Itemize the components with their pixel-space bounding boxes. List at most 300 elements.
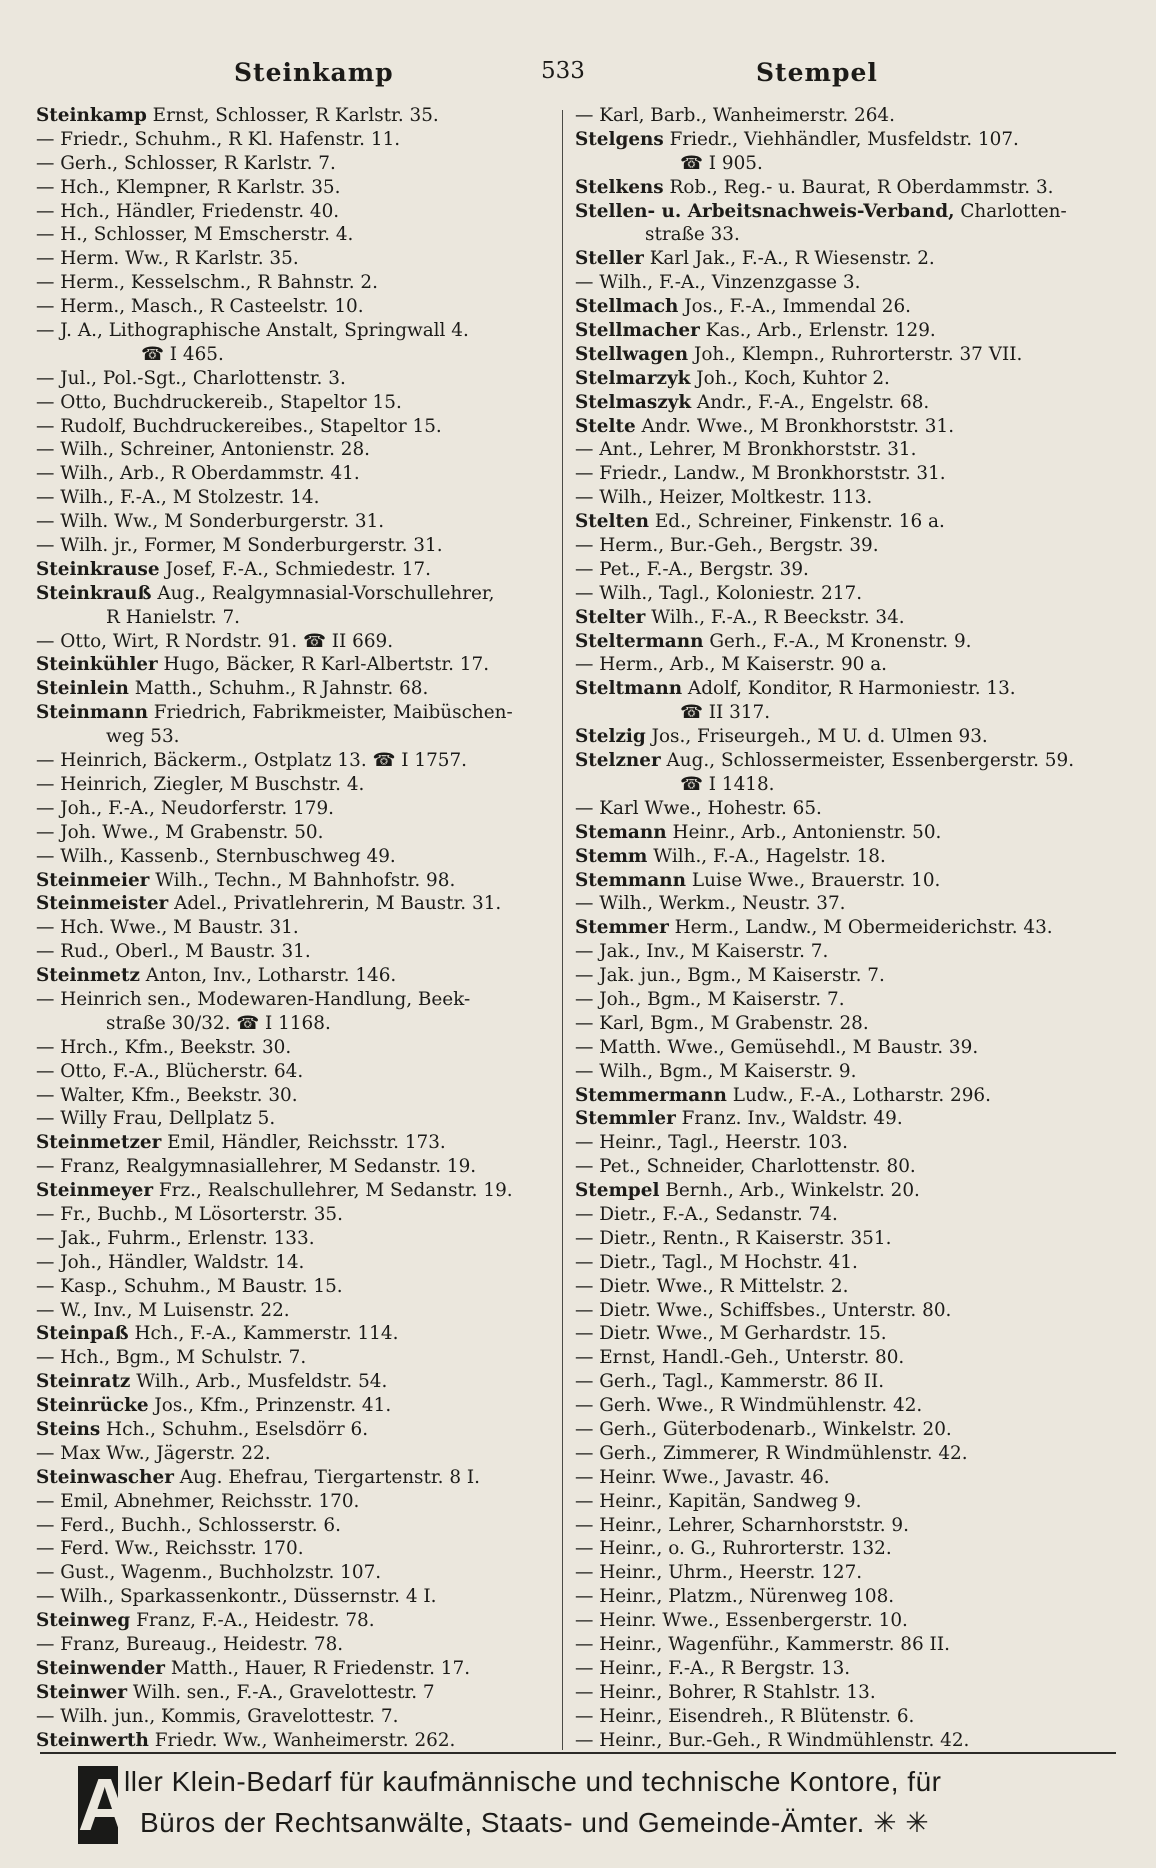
entry-surname: Steinwerth [36,1729,149,1751]
entry-text: — Gerh., Zimmerer, R Windmühlenstr. 42. [575,1442,968,1464]
directory-entry [36,558,548,582]
directory-entry [36,725,548,749]
entry-surname: Stelten [575,511,650,533]
entry-text: — Friedr., Schuhm., R Kl. Hafenstr. 11. [36,128,401,150]
entry-text: — Dietr., Rentn., R Kaiserstr. 351. [575,1227,892,1249]
entry-text: — Pet., Schneider, Charlottenstr. 80. [575,1156,916,1178]
directory-entry [36,1036,548,1060]
entry-text: — Gerh., Tagl., Kammerstr. 86 II. [575,1371,885,1393]
entry-surname: Steinlein [36,678,129,700]
entry-text: — Wilh., Bgm., M Kaiserstr. 9. [575,1060,857,1082]
directory-entry [36,1322,548,1346]
directory-entry [36,916,548,940]
entry-text: — Hrch., Kfm., Beekstr. 30. [36,1036,292,1058]
directory-entry [36,200,548,224]
directory-entry [575,176,1115,200]
directory-entry [36,152,548,176]
entry-surname: Steinrücke [36,1395,149,1417]
entry-surname: Steinweg [36,1610,131,1632]
entry-text: — Herm. Ww., R Karlstr. 35. [36,248,299,270]
directory-entry [575,701,1115,725]
entry-text: Jos., Friseurgeh., M U. d. Ulmen 93. [645,726,988,748]
directory-entry [575,486,1115,510]
directory-entry [36,1633,548,1657]
entry-text: — Jak., Fuhrm., Erlenstr. 133. [36,1227,315,1249]
directory-entry [36,128,548,152]
entry-text: — Max Ww., Jägerstr. 22. [36,1442,271,1464]
entry-text: Bernh., Arb., Winkelstr. 20. [659,1180,920,1202]
entry-text: — Wilh., F.-A., Vinzenzgasse 3. [575,272,861,294]
entry-surname: Stellmacher [575,320,700,342]
directory-entry [36,1227,548,1251]
directory-entry [575,1275,1115,1299]
entry-text: ☎ I 1418. [680,773,775,795]
entry-text: — Heinr., Platzm., Nürenweg 108. [575,1586,895,1608]
directory-entry [36,1609,548,1633]
directory-entry [575,128,1115,152]
entry-text: Hch., F.-A., Kammerstr. 114. [128,1323,399,1345]
entry-surname: Steinmann [36,702,148,724]
directory-entry [36,1514,548,1538]
directory-entry [36,438,548,462]
entry-surname: Stellmach [575,296,679,318]
entry-surname: Steinmetz [36,965,140,987]
directory-entry [36,1107,548,1131]
directory-entry [575,1418,1115,1442]
entry-text: Andr. Wwe., M Bronkhorststr. 31. [635,415,955,437]
entry-text: — Willy Frau, Dellplatz 5. [36,1108,276,1130]
entry-text: — Heinr., o. G., Ruhrorterstr. 132. [575,1538,892,1560]
directory-entry [36,486,548,510]
entry-text: Herm., Landw., M Obermeiderichstr. 43. [668,917,1053,939]
entry-text: Wilh., F.-A., Hagelstr. 18. [647,845,886,867]
left-column [36,104,548,1752]
directory-entry [575,964,1115,988]
directory-entry [575,367,1115,391]
entry-text: Wilh., Techn., M Bahnhofstr. 98. [149,869,456,891]
directory-entry [36,988,548,1012]
entry-text: — W., Inv., M Luisenstr. 22. [36,1299,290,1321]
directory-entry [575,1442,1115,1466]
entry-surname: Steller [575,248,644,270]
entry-text: — Heinr. Wwe., Javastr. 46. [575,1466,830,1488]
advertisement [40,1762,1116,1852]
directory-entry [36,343,548,367]
entry-text: Karl Jak., F.-A., R Wiesenstr. 2. [643,248,935,270]
directory-entry [575,271,1115,295]
directory-entry [575,869,1115,893]
directory-entry [575,845,1115,869]
directory-entry [575,1060,1115,1084]
directory-entry [575,415,1115,439]
directory-entry [575,534,1115,558]
directory-entry [575,677,1115,701]
directory-entry [575,343,1115,367]
directory-entry [36,677,548,701]
entry-text: — Heinrich, Bäckerm., Ostplatz 13. ☎ I 1757. [36,750,468,772]
entry-text: Aug., Realgymnasial-Vorschullehrer, [151,582,495,604]
directory-entry [575,582,1115,606]
directory-entry [36,653,548,677]
entry-text: — Friedr., Landw., M Bronkhorststr. 31. [575,463,946,485]
directory-entry [36,176,548,200]
entry-text: — Heinr., F.-A., R Bergstr. 13. [575,1657,851,1679]
directory-entry [575,1346,1115,1370]
entry-text: Hugo, Bäcker, R Karl-Albertstr. 17. [157,654,490,676]
directory-entry [36,1060,548,1084]
entry-text: — Rud., Oberl., M Baustr. 31. [36,941,311,963]
advert-line-1: ller Klein-Bedarf für kaufmännische und technische Kontore, für [124,1766,942,1797]
directory-entry [36,845,548,869]
directory-entry [36,415,548,439]
entry-text: Aug. Ehefrau, Tiergartenstr. 8 I. [173,1466,481,1488]
entry-text: — Otto, F.-A., Blücherstr. 64. [36,1060,304,1082]
entry-text: — Karl Wwe., Hohestr. 65. [575,797,822,819]
directory-entry [36,1537,548,1561]
directory-entry [575,988,1115,1012]
directory-entry [36,797,548,821]
entry-surname: Stelzig [575,726,646,748]
directory-entry [36,749,548,773]
directory-entry [36,964,548,988]
entry-surname: Stemmler [575,1108,676,1130]
entry-text: — Jul., Pol.-Sgt., Charlottenstr. 3. [36,367,346,389]
entry-surname: Stellen- u. Arbeitsnachweis-Verband, [575,200,955,222]
directory-entry [575,1299,1115,1323]
entry-text: — Wilh. jr., Former, M Sonderburgerstr. 31. [36,535,443,557]
directory-entry [36,869,548,893]
entry-text: Charlotten- [954,200,1067,222]
directory-entry [36,1585,548,1609]
directory-entry [575,1561,1115,1585]
entry-surname: Stelgens [575,128,664,150]
entry-text: — Otto, Buchdruckereib., Stapeltor 15. [36,391,402,413]
entry-text: — Wilh., F.-A., M Stolzestr. 14. [36,487,320,509]
directory-entry [575,510,1115,534]
directory-entry [36,1490,548,1514]
entry-surname: Stelkens [575,176,664,198]
directory-entry [575,223,1115,247]
entry-text: — Heinr., Bohrer, R Stahlstr. 13. [575,1681,876,1703]
directory-entry [575,319,1115,343]
directory-entry [575,1466,1115,1490]
entry-text: Matth., Schuhm., R Jahnstr. 68. [128,678,429,700]
page-header [36,52,1120,92]
directory-entry [36,104,548,128]
directory-entry [575,1370,1115,1394]
directory-entry [575,462,1115,486]
entry-text: — Ferd., Buchh., Schlosserstr. 6. [36,1514,341,1536]
entry-text: Joh., Klempn., Ruhrorterstr. 37 VII. [688,343,1023,365]
directory-entry [36,1346,548,1370]
directory-entry [36,462,548,486]
entry-surname: Stelmaszyk [575,391,692,413]
entry-text: Ed., Schreiner, Finkenstr. 16 a. [649,511,945,533]
entry-text: — Dietr., Tagl., M Hochstr. 41. [575,1251,858,1273]
directory-entry [36,1657,548,1681]
directory-entry [575,940,1115,964]
directory-entry [36,1705,548,1729]
entry-text: — Heinr., Lehrer, Scharnhorststr. 9. [575,1514,909,1536]
entry-text: R Hanielstr. 7. [106,606,241,628]
directory-entry [575,1729,1115,1753]
entry-surname: Steltmann [575,678,683,700]
directory-entry [575,247,1115,271]
directory-entry [36,1442,548,1466]
directory-entry [36,582,548,606]
entry-text: — Emil, Abnehmer, Reichsstr. 170. [36,1490,360,1512]
entry-surname: Steinmetzer [36,1132,162,1154]
entry-text: — Heinrich sen., Modewaren-Handlung, Beek- [36,988,471,1010]
directory-entry [36,295,548,319]
directory-entry [36,701,548,725]
entry-text: — Pet., F.-A., Bergstr. 39. [575,558,809,580]
directory-entry [36,367,548,391]
entry-text: — Wilh., Kassenb., Sternbuschweg 49. [36,845,396,867]
entry-text: — Wilh., Heizer, Moltkestr. 113. [575,487,873,509]
entry-surname: Steinratz [36,1371,131,1393]
entry-text: Gerh., F.-A., M Kronenstr. 9. [703,630,972,652]
entry-text: Friedr. Ww., Wanheimerstr. 262. [148,1729,456,1751]
entry-text: Heinr., Arb., Antonienstr. 50. [666,821,942,843]
column-divider [562,110,563,1750]
directory-entry [575,1322,1115,1346]
entry-text: Aug., Schlossermeister, Essenbergerstr. 59. [660,750,1075,772]
directory-entry [575,104,1115,128]
entry-text: — Hch., Bgm., M Schulstr. 7. [36,1347,307,1369]
entry-text: — Jak. jun., Bgm., M Kaiserstr. 7. [575,965,885,987]
directory-entry [36,1681,548,1705]
directory-entry [36,1561,548,1585]
entry-text: Andr., F.-A., Engelstr. 68. [691,391,930,413]
directory-entry [575,797,1115,821]
directory-entry [36,1418,548,1442]
entry-text: — Heinr., Wagenführ., Kammerstr. 86 II. [575,1634,950,1655]
entry-text: ☎ II 317. [680,702,771,724]
entry-text: — Heinr., Bur.-Geh., R Windmühlenstr. 42. [575,1729,970,1751]
entry-surname: Stemmann [575,869,687,891]
entry-surname: Steltermann [575,630,704,652]
entry-text: Kas., Arb., Erlenstr. 129. [699,320,936,342]
directory-entry [575,1633,1115,1657]
entry-text: Jos., F.-A., Immendal 26. [678,296,912,318]
directory-entry [36,773,548,797]
directory-entry [575,1012,1115,1036]
entry-text: Franz. Inv., Waldstr. 49. [675,1108,903,1130]
entry-text: — Franz, Realgymnasiallehrer, M Sedanstr. 19. [36,1156,477,1178]
entry-text: — Ernst, Handl.-Geh., Unterstr. 80. [575,1347,905,1369]
entry-text: Wilh. sen., F.-A., Gravelottestr. 7 [127,1681,435,1703]
directory-entry [36,1012,548,1036]
entry-surname: Stemm [575,845,648,867]
entry-surname: Steinmeier [36,869,150,891]
directory-entry [36,1729,548,1753]
directory-entry [36,534,548,558]
directory-entry [575,1107,1115,1131]
page-number: 533 [541,58,585,84]
entry-text: — Franz, Bureaug., Heidestr. 78. [36,1634,344,1655]
entry-surname: Stemann [575,821,667,843]
entry-text: Franz, F.-A., Heidestr. 78. [130,1610,375,1632]
directory-entry [36,1370,548,1394]
entry-surname: Stemmer [575,917,669,939]
entry-surname: Steinwender [36,1657,165,1679]
entry-text: — Otto, Wirt, R Nordstr. 91. ☎ II 669. [36,630,394,652]
entry-text: — H., Schlosser, M Emscherstr. 4. [36,224,354,246]
entry-text: — Hch. Wwe., M Baustr. 31. [36,917,299,939]
entry-text: — Joh., Händler, Waldstr. 14. [36,1251,305,1273]
entry-text: — Dietr. Wwe., M Gerhardstr. 15. [575,1323,887,1345]
directory-entry [575,1537,1115,1561]
directory-entry [36,1084,548,1108]
entry-text: Wilh., F.-A., R Beeckstr. 34. [645,606,905,628]
entry-text: — J. A., Lithographische Anstalt, Springwall 4. [36,320,469,342]
entry-text: — Ferd. Ww., Reichsstr. 170. [36,1538,304,1560]
directory-entry [575,1084,1115,1108]
right-column [575,104,1115,1752]
directory-entry [575,1657,1115,1681]
entry-text: — Matth. Wwe., Gemüsehdl., M Baustr. 39. [575,1036,979,1058]
entry-text: — Wilh. jun., Kommis, Gravelottestr. 7. [36,1705,399,1727]
directory-entry [36,821,548,845]
directory-entry [575,606,1115,630]
entry-surname: Stelte [575,415,636,437]
entry-text: Friedrich, Fabrikmeister, Maibüschen- [147,702,513,724]
entry-text: ☎ I 465. [141,343,224,365]
entry-surname: Steinkamp [36,105,147,126]
directory-entry [575,1155,1115,1179]
directory-entry [575,1585,1115,1609]
entry-surname: Stelter [575,606,646,628]
entry-text: — Herm., Masch., R Casteelstr. 10. [36,296,364,318]
directory-entry [36,223,548,247]
entry-text: — Wilh., Sparkassenkontr., Düssernstr. 4 I. [36,1586,437,1608]
entry-text: — Herm., Bur.-Geh., Bergstr. 39. [575,535,879,557]
entry-text: Joh., Koch, Kuhtor 2. [690,367,890,389]
directory-entry [575,1394,1115,1418]
entry-text: Luise Wwe., Brauerstr. 10. [686,869,941,891]
directory-entry [575,1036,1115,1060]
entry-surname: Steinpaß [36,1323,129,1345]
entry-text: weg 53. [106,726,180,748]
entry-text: Matth., Hauer, R Friedenstr. 17. [165,1657,471,1679]
entry-surname: Steinkühler [36,654,158,676]
directory-entry [36,1275,548,1299]
directory-entry [575,1179,1115,1203]
entry-text: — Wilh., Schreiner, Antonienstr. 28. [36,439,371,461]
directory-entry [575,725,1115,749]
directory-entry [575,892,1115,916]
entry-surname: Stelmarzyk [575,367,691,389]
entry-text: — Heinr., Uhrm., Heerstr. 127. [575,1562,863,1584]
directory-entry [36,892,548,916]
entry-text: — Jak., Inv., M Kaiserstr. 7. [575,941,829,963]
entry-text: — Heinr. Wwe., Essenbergerstr. 10. [575,1610,908,1632]
entry-surname: Steins [36,1418,101,1440]
directory-entry [36,630,548,654]
entry-text: — Dietr. Wwe., Schiffsbes., Unterstr. 80. [575,1299,952,1321]
advert-rule [40,1752,1116,1754]
entry-text: Adolf, Konditor, R Harmoniestr. 13. [682,678,1016,700]
directory-entry [36,247,548,271]
entry-text: — Walter, Kfm., Beekstr. 30. [36,1084,298,1106]
directory-entry [575,1609,1115,1633]
entry-text: — Dietr. Wwe., R Mittelstr. 2. [575,1275,849,1297]
directory-entry [36,319,548,343]
directory-entry [36,271,548,295]
entry-text: Rob., Reg.- u. Baurat, R Oberdammstr. 3. [663,176,1054,198]
directory-entry [575,1490,1115,1514]
entry-text: — Ant., Lehrer, M Bronkhorststr. 31. [575,439,917,461]
directory-entry [575,558,1115,582]
entry-text: straße 30/32. ☎ I 1168. [106,1012,331,1034]
entry-text: Ernst, Schlosser, R Karlstr. 35. [146,105,439,126]
advert-line-2: Büros der Rechtsanwälte, Staats- und Gemeinde-Ämter. ✳ ✳ [140,1807,930,1838]
entry-text: — Kasp., Schuhm., M Baustr. 15. [36,1275,343,1297]
entry-text: — Fr., Buchb., M Lösorterstr. 35. [36,1203,343,1225]
entry-text: — Wilh. Ww., M Sonderburgerstr. 31. [36,511,385,533]
directory-entry [575,1681,1115,1705]
entry-text: — Herm., Arb., M Kaiserstr. 90 a. [575,654,888,676]
directory-entry [36,1466,548,1490]
directory-entry [36,391,548,415]
entry-text: Jos., Kfm., Prinzenstr. 41. [148,1395,392,1417]
directory-entry [575,916,1115,940]
entry-text: Wilh., Arb., Musfeldstr. 54. [130,1371,388,1393]
directory-entry [36,1251,548,1275]
directory-entry [575,1514,1115,1538]
directory-entry [36,940,548,964]
directory-entry [575,749,1115,773]
left-running-head: Steinkamp [234,58,394,87]
entry-text: Josef, F.-A., Schmiedestr. 17. [159,558,431,580]
entry-text: Frz., Realschullehrer, M Sedanstr. 19. [153,1180,513,1202]
entry-text: — Heinr., Eisendreh., R Blütenstr. 6. [575,1705,915,1727]
entry-text: — Hch., Klempner, R Karlstr. 35. [36,176,341,198]
entry-text: Hch., Schuhm., Eselsdörr 6. [100,1418,369,1440]
entry-text: Ludw., F.-A., Lotharstr. 296. [726,1084,991,1106]
entry-text: Adel., Privatlehrerin, M Baustr. 31. [168,893,502,915]
directory-entry [575,295,1115,319]
directory-entry [36,1131,548,1155]
entry-text: Emil, Händler, Reichsstr. 173. [161,1132,446,1154]
entry-text: — Wilh., Tagl., Koloniestr. 217. [575,582,863,604]
entry-text: — Karl, Barb., Wanheimerstr. 264. [575,105,895,126]
entry-text: — Hch., Händler, Friedenstr. 40. [36,200,340,222]
entry-surname: Steinkrauß [36,582,152,604]
entry-text: — Wilh., Werkm., Neustr. 37. [575,893,846,915]
entry-text: — Gerh., Güterbodenarb., Winkelstr. 20. [575,1418,952,1440]
directory-entry [575,821,1115,845]
entry-text: — Joh. Wwe., M Grabenstr. 50. [36,821,324,843]
directory-entry [575,200,1115,224]
directory-entry [36,510,548,534]
entry-text: Friedr., Viehhändler, Musfeldstr. 107. [663,128,1019,150]
directory-entry [575,630,1115,654]
entry-text: — Joh., F.-A., Neudorferstr. 179. [36,797,335,819]
entry-text: — Heinrich, Ziegler, M Buschstr. 4. [36,773,365,795]
advert-initial: A [78,1763,132,1846]
directory-entry [575,773,1115,797]
directory-entry [36,1203,548,1227]
entry-surname: Stempel [575,1180,660,1202]
entry-surname: Steinwer [36,1681,128,1703]
entry-text: straße 33. [645,224,740,246]
entry-surname: Steinmeister [36,893,169,915]
directory-entry [575,653,1115,677]
entry-text: — Heinr., Kapitän, Sandweg 9. [575,1490,862,1512]
entry-text: — Karl, Bgm., M Grabenstr. 28. [575,1012,869,1034]
